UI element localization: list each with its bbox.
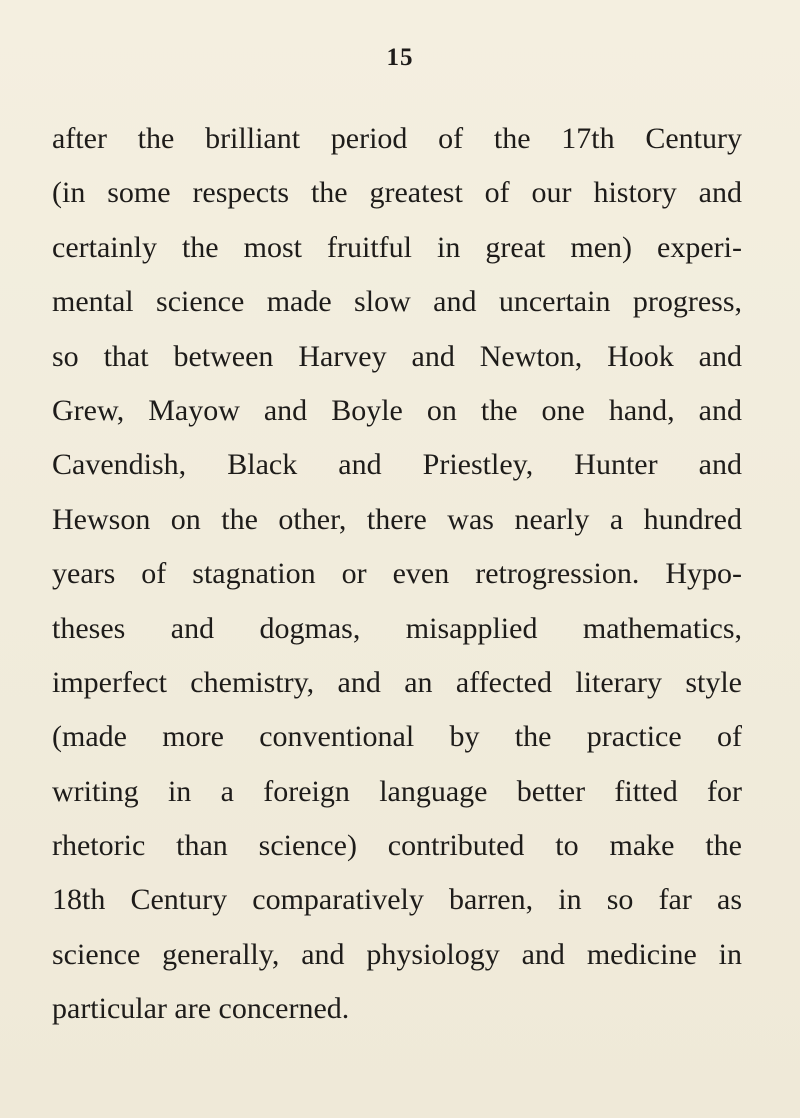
text-line: (made more conventional by the practice of: [52, 720, 742, 754]
page-number: 15: [386, 44, 414, 71]
text-line: years of stagnation or even retrogression. Hypo-: [52, 557, 742, 591]
text-line: 18th Century comparatively barren, in so far as: [52, 883, 742, 917]
text-line-last: particular are concerned.: [52, 992, 350, 1026]
body-text: [52, 112, 742, 1037]
text-line: imperfect chemistry, and an affected literary style: [52, 665, 742, 699]
text-line: so that between Harvey and Newton, Hook and: [52, 339, 742, 373]
text-line: writing in a foreign language better fitted for: [52, 774, 742, 808]
text-line: Grew, Mayow and Boyle on the one hand, and: [52, 393, 742, 427]
text-line: certainly the most fruitful in great men) experi-: [52, 230, 742, 264]
text-line: after the brilliant period of the 17th Century: [52, 122, 742, 155]
text-line: mental science made slow and uncertain progress,: [52, 285, 742, 319]
text-line: (in some respects the greatest of our history and: [52, 176, 742, 210]
text-line: Cavendish, Black and Priestley, Hunter and: [52, 448, 742, 482]
text-line: theses and dogmas, misapplied mathematics,: [52, 611, 742, 645]
text-line: rhetoric than science) contributed to make the: [52, 829, 742, 863]
text-line: science generally, and physiology and medicine in: [52, 937, 742, 971]
text-line: Hewson on the other, there was nearly a hundred: [52, 502, 742, 536]
